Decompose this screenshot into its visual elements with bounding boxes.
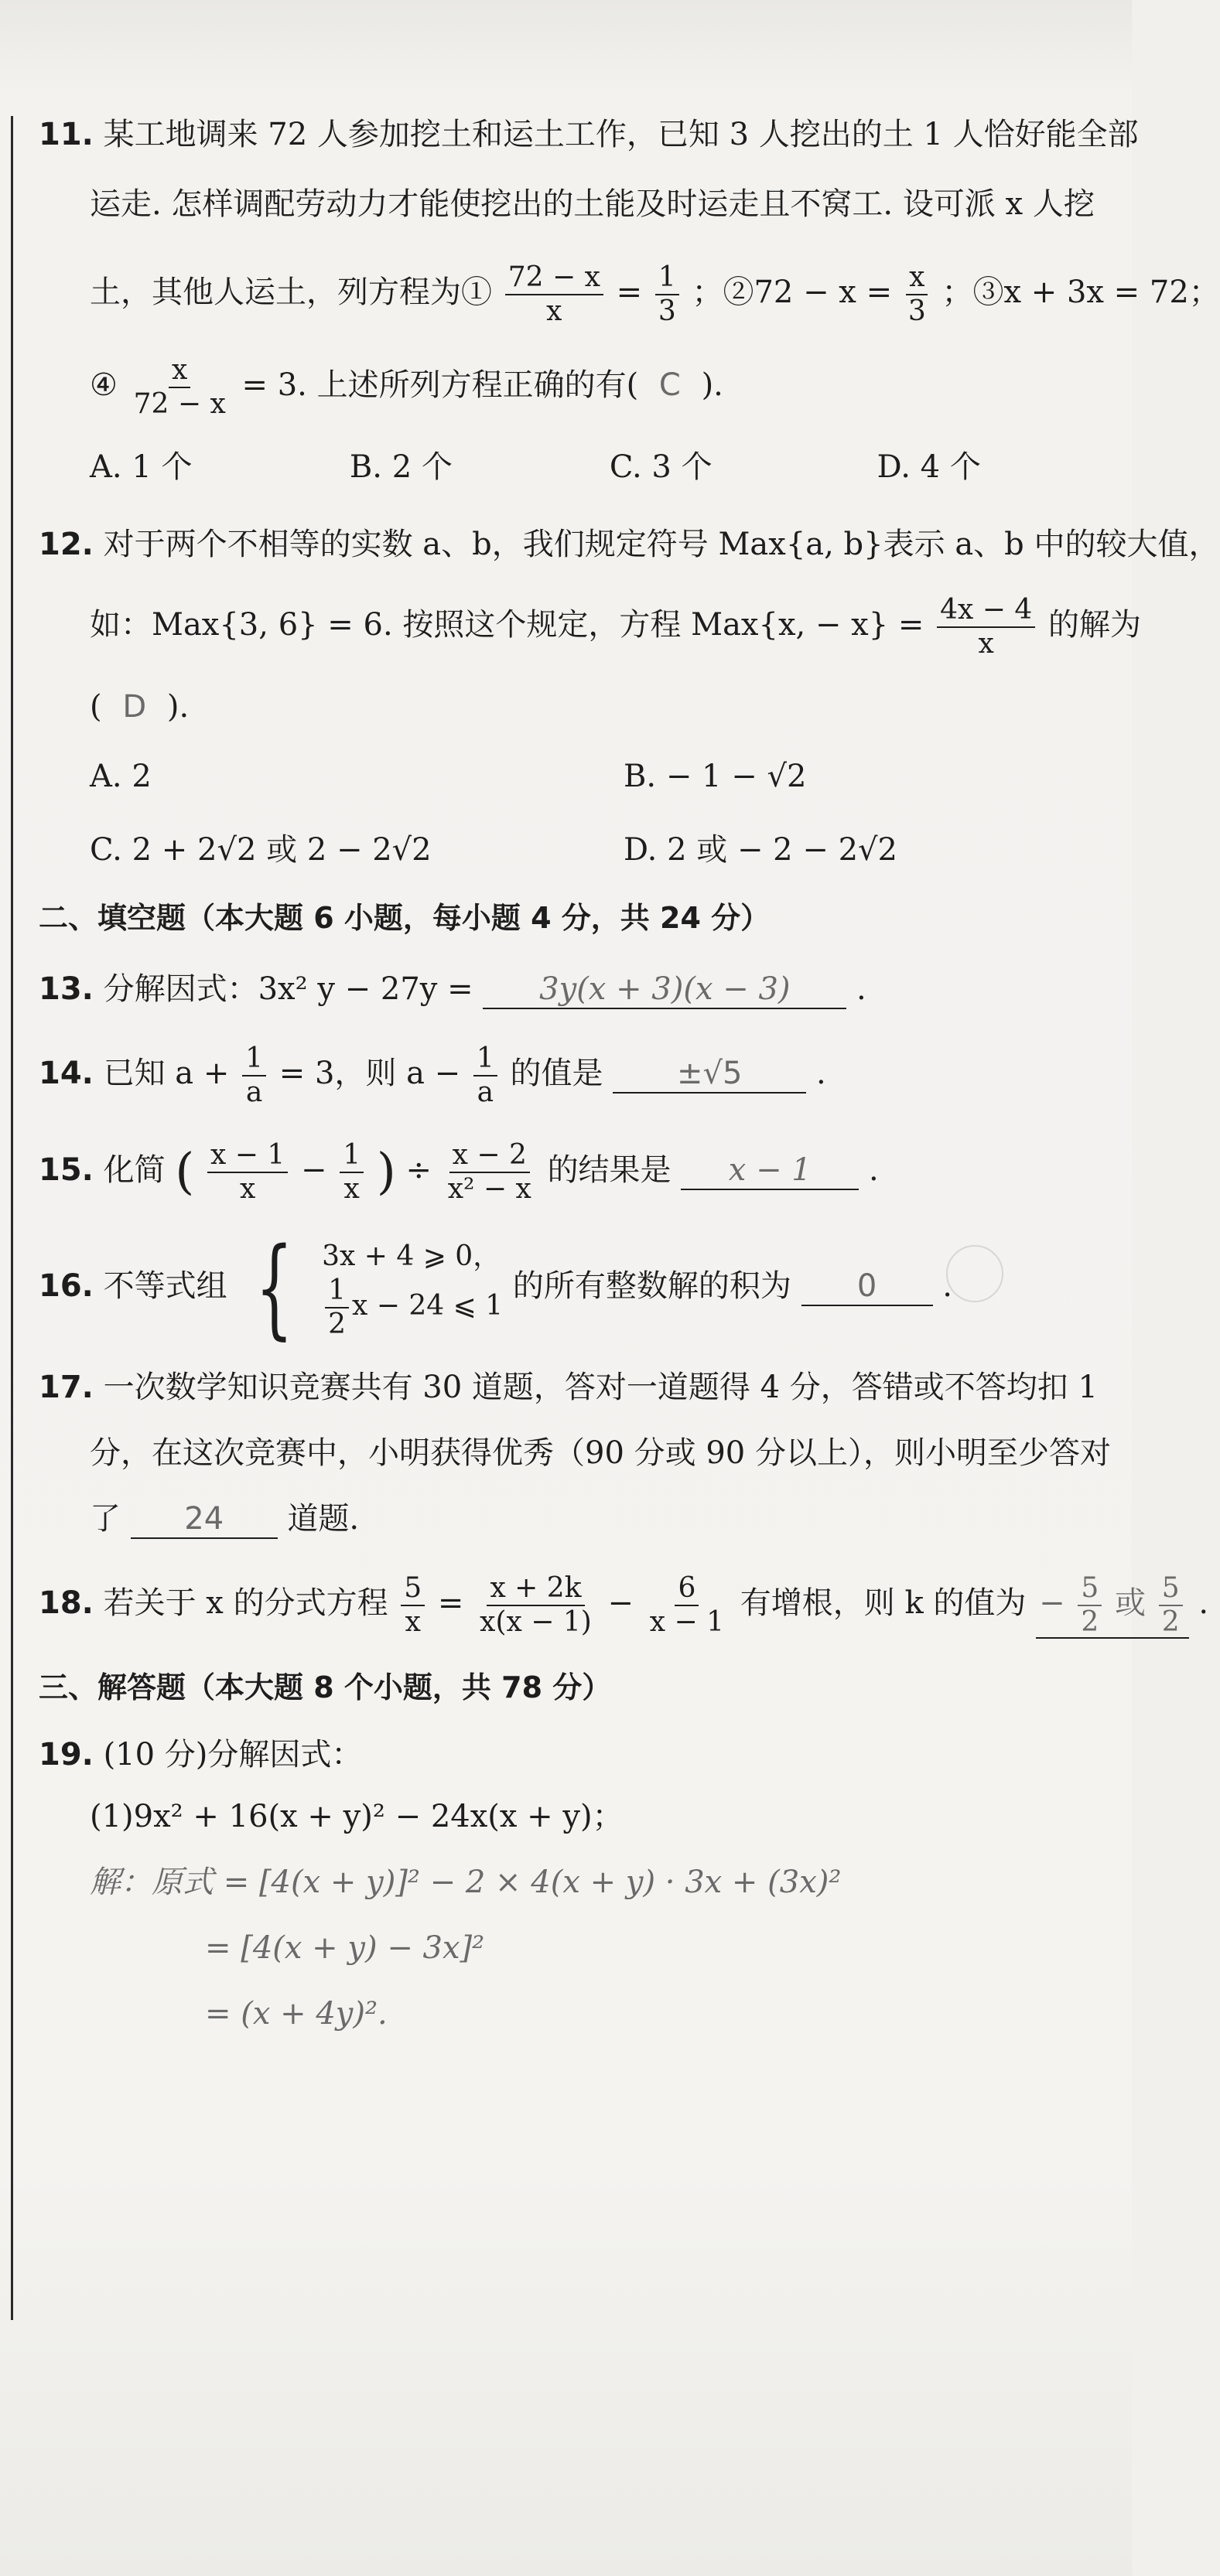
q15-number: 15. [39, 1152, 94, 1188]
q18-answer-fraction-2 [1159, 1574, 1183, 1637]
numerator: 5 [1159, 1574, 1183, 1606]
q16-text-post: 的所有整数解的积为 [512, 1268, 791, 1304]
left-margin-rule [11, 116, 13, 2320]
denominator: x [239, 1172, 256, 1205]
q12-text-2: 如：Max{3, 6} = 6. 按照这个规定，方程 Max{x, − x} = [90, 606, 924, 643]
q11-line2 [39, 186, 1106, 263]
q14-text-pre: 已知 a + [103, 1055, 230, 1091]
q14-number: 14. [39, 1055, 94, 1091]
q19-sub-1: (1)9x² + 16(x + y)² − 24x(x + y)； [90, 1799, 624, 1834]
numerator: 6 [675, 1574, 699, 1606]
q12-fraction [937, 595, 1035, 659]
denominator: 2 [328, 1308, 346, 1341]
q16-inequality-2-text: x − 24 ⩽ 1 [352, 1290, 504, 1322]
q12-option-a[interactable]: A. 2 [90, 759, 152, 794]
q18-period: . [1198, 1585, 1209, 1621]
q12-option-c[interactable]: C. 2 + 2√2 或 2 − 2√2 [90, 832, 432, 868]
q15-fraction-3 [445, 1141, 535, 1204]
q17-answer-blank[interactable]: 24 [131, 1500, 278, 1539]
q11-option-a[interactable]: A. 1 个 [90, 449, 193, 485]
q12-open-paren: ( [90, 689, 102, 725]
q15-text-post: 的结果是 [547, 1152, 672, 1188]
q18-fraction-1 [401, 1574, 425, 1637]
q15-text-pre: 化简 [103, 1152, 166, 1188]
denominator: x [978, 627, 994, 660]
q12-line1 [39, 526, 1220, 595]
q19-solution-line-3: = (x + 4y)². [205, 1996, 388, 2032]
q19-solution-line-1: 解：原式 = [4(x + y)]² − 2 × 4(x + y) · 3x + (3x)² [90, 1865, 842, 1900]
q12-option-d[interactable]: D. 2 或 − 2 − 2√2 [624, 832, 897, 868]
q11-eq4-text: = 3. 上述所列方程正确的有( [241, 367, 639, 403]
q13-period: . [856, 971, 866, 1007]
q19-number: 19. [39, 1737, 94, 1772]
q17-line2 [39, 1435, 1111, 1500]
q11-line4 [39, 356, 1106, 449]
q12-options-row2 [39, 831, 1106, 901]
q12-number: 12. [39, 527, 94, 562]
q11-eq1-rhs-fraction [655, 263, 679, 326]
question-17 [39, 1369, 1111, 1574]
numerator: 5 [1078, 1574, 1102, 1606]
equals-sign: = [616, 274, 643, 310]
q17-text-3: 了 [90, 1501, 121, 1537]
denominator: 3 [907, 295, 926, 327]
q16-inequality-2 [322, 1276, 503, 1339]
numerator: 4x − 4 [937, 595, 1035, 628]
numerator: 5 [401, 1574, 425, 1606]
q14-answer-blank[interactable]: ±√5 [613, 1055, 806, 1094]
question-11 [39, 116, 1220, 526]
q19-solution-line-2: = [4(x + y) − 3x]² [205, 1930, 485, 1966]
q11-eq3-text: ；③x + 3x = 72； [941, 274, 1220, 310]
q15-minus: − [300, 1152, 327, 1188]
q12-close-paren: ). [166, 689, 190, 725]
q12-text-1: 对于两个不相等的实数 a、b，我们规定符号 Max{a, b}表示 a、b 中的较大值， [103, 527, 1220, 562]
question-18 [39, 1572, 1209, 1670]
q11-close-paren: ). [701, 367, 723, 403]
q19-text: (10 分)分解因式： [103, 1737, 363, 1772]
denominator: x [343, 1172, 360, 1205]
numerator: 1 [655, 263, 679, 295]
denominator: x [405, 1605, 421, 1638]
numerator: 1 [325, 1276, 349, 1308]
q12-answer[interactable]: D [122, 689, 147, 725]
numerator: x − 2 [449, 1141, 530, 1173]
q15-divide: ÷ [405, 1152, 432, 1188]
q17-line3 [39, 1500, 1106, 1574]
q11-text-3: 土，其他人运土，列方程为① [90, 274, 492, 310]
denominator: 2 [1081, 1605, 1099, 1638]
q12-option-b[interactable]: B. − 1 − √2 [624, 759, 807, 794]
q12-options-row1 [39, 758, 1106, 831]
q18-fraction-2 [477, 1574, 595, 1637]
numerator: 1 [242, 1044, 266, 1076]
q11-eq4-fraction [131, 356, 229, 419]
q11-line3 [39, 261, 1220, 356]
q16-period: . [942, 1268, 952, 1304]
q16-number: 16. [39, 1268, 94, 1304]
q12-text-2b: 的解为 [1048, 606, 1142, 643]
q16-inequality-1: 3x + 4 ⩾ 0， [322, 1240, 501, 1272]
denominator: 2 [1161, 1605, 1180, 1638]
q16-text-pre: 不等式组 [103, 1268, 227, 1304]
q15-fraction-1 [207, 1141, 288, 1204]
q15-fraction-2 [340, 1141, 364, 1204]
q18-answer-fraction-1 [1078, 1574, 1102, 1637]
q13-answer-blank[interactable]: 3y(x + 3)(x − 3) [483, 971, 846, 1009]
q11-line1 [39, 116, 1139, 186]
denominator: x² − x [447, 1172, 531, 1205]
q14-period: . [815, 1055, 826, 1091]
numerator: 72 − x [505, 263, 603, 295]
q18-equals: = [437, 1585, 464, 1621]
question-15 [39, 1141, 1106, 1237]
question-13 [39, 971, 1106, 1044]
q18-number: 18. [39, 1585, 94, 1621]
question-19 [39, 1736, 1106, 2061]
numerator: 1 [340, 1141, 364, 1173]
q15-close-paren: ) [376, 1143, 396, 1201]
q11-eq2-text: ；②72 − x = [692, 274, 893, 310]
denominator: x − 1 [649, 1605, 725, 1638]
q11-option-d[interactable]: D. 4 个 [877, 449, 981, 485]
denominator: 72 − x [133, 387, 226, 420]
q11-eq1-fraction [505, 263, 603, 326]
q18-answer-or: 或 [1115, 1585, 1146, 1621]
q11-option-b[interactable]: B. 2 个 [349, 449, 453, 485]
question-14 [39, 1044, 1106, 1141]
worksheet-content [39, 116, 1220, 2061]
watermark-stamp [946, 1245, 1003, 1302]
q16-system-brace: { [255, 1224, 294, 1351]
section-2-heading: 二、填空题（本大题 6 小题，每小题 4 分，共 24 分） [39, 901, 771, 935]
q11-number: 11. [39, 117, 94, 152]
numerator: x − 1 [207, 1141, 288, 1173]
q18-answer-blank[interactable] [1036, 1574, 1188, 1639]
q14-text-mid: = 3，则 a − [279, 1055, 461, 1091]
q19-part-1 [39, 1798, 1106, 1864]
numerator: 1 [473, 1044, 497, 1076]
denominator: a [245, 1076, 263, 1108]
q17-text-1: 一次数学知识竞赛共有 30 道题，答对一道题得 4 分，答错或不答均扣 1 [103, 1370, 1098, 1405]
numerator: x [169, 356, 190, 388]
q11-answer[interactable]: C [658, 367, 681, 403]
q17-line1 [39, 1369, 1106, 1435]
question-12 [39, 526, 1220, 901]
denominator: x [546, 295, 562, 327]
q11-eq4-marker: ④ [90, 367, 118, 403]
q12-line2 [39, 594, 1142, 688]
q11-text-2: 运走. 怎样调配劳动力才能使挖出的土能及时运走且不窝工. 设可派 x 人挖 [90, 186, 1095, 222]
q17-text-2: 分，在这次竞赛中，小明获得优秀（90 分或 90 分以上），则小明至少答对 [90, 1435, 1111, 1471]
numerator: x + 2k [487, 1574, 584, 1606]
q18-answer-minus: − [1039, 1585, 1065, 1621]
denominator: x(x − 1) [480, 1605, 592, 1638]
q15-answer-blank[interactable]: x − 1 [681, 1152, 859, 1190]
q16-text-post-wrap [513, 1268, 801, 1304]
q18-text-pre: 若关于 x 的分式方程 [103, 1585, 388, 1621]
q14-text-post: 的值是 [510, 1055, 603, 1091]
q14-fraction-1 [242, 1044, 266, 1107]
q11-options [39, 449, 1106, 526]
q12-line3 [39, 688, 1106, 758]
question-16 [39, 1224, 1106, 1369]
q16-half-fraction [325, 1276, 349, 1339]
q18-fraction-3 [647, 1574, 727, 1637]
q14-fraction-2 [473, 1044, 497, 1107]
q19-line1 [39, 1736, 1106, 1798]
q15-period: . [869, 1152, 879, 1188]
q13-text: 分解因式：3x² y − 27y = [103, 971, 473, 1007]
q18-minus: − [607, 1585, 634, 1621]
denominator: 3 [658, 295, 676, 327]
q11-option-c[interactable]: C. 3 个 [609, 449, 713, 485]
q16-answer-blank[interactable]: 0 [801, 1268, 933, 1306]
q17-number: 17. [39, 1370, 94, 1405]
numerator: x [906, 263, 928, 295]
q17-text-3b: 道题. [287, 1501, 360, 1537]
q15-open-paren: ( [175, 1143, 195, 1201]
q13-number: 13. [39, 971, 94, 1007]
q16-inequality-system [322, 1237, 503, 1339]
q18-text-post: 有增根，则 k 的值为 [740, 1585, 1027, 1621]
q11-text-1: 某工地调来 72 人参加挖土和运土工作，已知 3 人挖出的土 1 人恰好能全部 [103, 117, 1139, 152]
denominator: a [477, 1076, 494, 1108]
q11-eq2-fraction [905, 263, 929, 326]
section-3-heading: 三、解答题（本大题 8 个小题，共 78 分） [39, 1670, 612, 1704]
